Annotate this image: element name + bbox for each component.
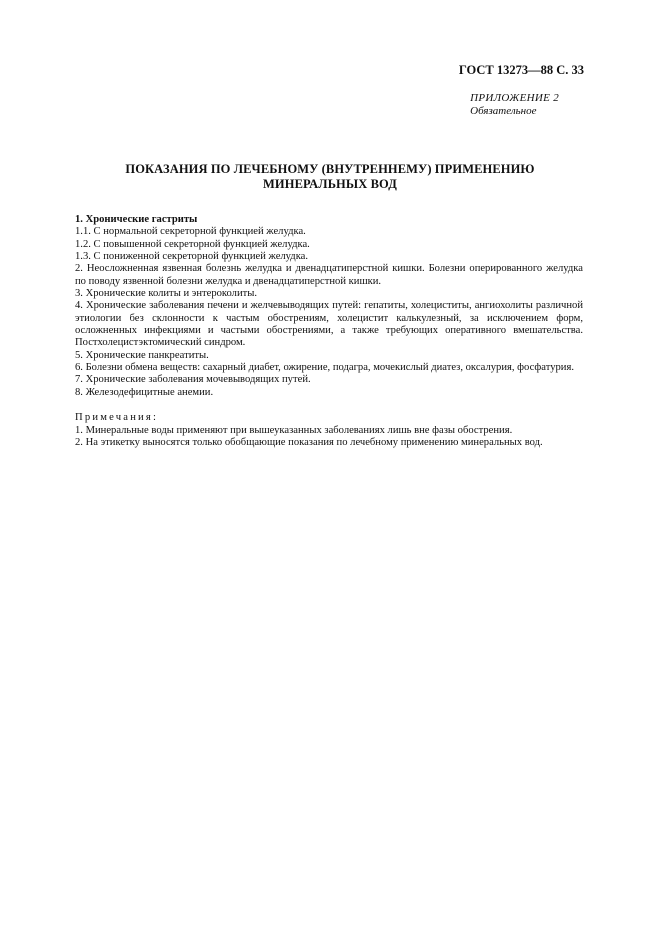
appendix-label xyxy=(470,92,559,118)
list-item: 5. Хронические панкреатиты. xyxy=(75,349,209,361)
list-item: 2. Неосложненная язвенная болезнь желудка и двенадцатиперстной кишки. Болезни оперированного желудка по поводу язвенной болезни желудка и двенадцатиперстной кишки. xyxy=(75,263,583,287)
section-title-line1: ПОКАЗАНИЯ ПО ЛЕЧЕБНОМУ (ВНУТРЕННЕМУ) ПРИМЕНЕНИЮ xyxy=(125,162,535,176)
document-code: ГОСТ 13273—88 С. 33 xyxy=(458,63,584,77)
note-item: 2. На этикетку выносятся только обобщающие показания по лечебному применению минеральных вод. xyxy=(75,436,543,448)
list-item: 1.2. С повышенной секреторной функцией желудка. xyxy=(75,238,310,250)
section-title-line2: МИНЕРАЛЬНЫХ ВОД xyxy=(263,177,397,191)
note-item: 1. Минеральные воды применяют при вышеуказанных заболеваниях лишь вне фазы обострения. xyxy=(75,424,513,436)
indications-list xyxy=(75,214,583,449)
appendix-status: Обязательное xyxy=(470,105,537,117)
list-item: 1. Хронические гастриты xyxy=(75,214,198,225)
list-item: 7. Хронические заболевания мочевыводящих путей. xyxy=(75,374,311,386)
list-item: 4. Хронические заболевания печени и желчевыводящих путей: гепатиты, холециститы, ангиохолиты различной этиологии без склонности к частым обострениям, холецистит калькулезный, за исключением форм, осложненных инфекциями и частыми обострениями, а также требующих оперативного вмешательства. Постхолецистэктомический синдром. xyxy=(75,300,583,349)
list-item: 8. Железодефицитные анемии. xyxy=(75,386,214,398)
notes-heading: Примечания: xyxy=(75,412,159,424)
appendix-title: ПРИЛОЖЕНИЕ 2 xyxy=(470,92,559,104)
list-item: 1.1. С нормальной секреторной функцией желудка. xyxy=(75,226,306,238)
list-item: 1.3. С пониженной секреторной функцией желудка. xyxy=(75,251,309,263)
list-item: 6. Болезни обмена веществ: сахарный диабет, ожирение, подагра, мочекислый диатез, оксалурия, фосфатурия. xyxy=(75,362,574,374)
section-title xyxy=(80,162,580,192)
list-item: 3. Хронические колиты и энтероколиты. xyxy=(75,288,258,300)
